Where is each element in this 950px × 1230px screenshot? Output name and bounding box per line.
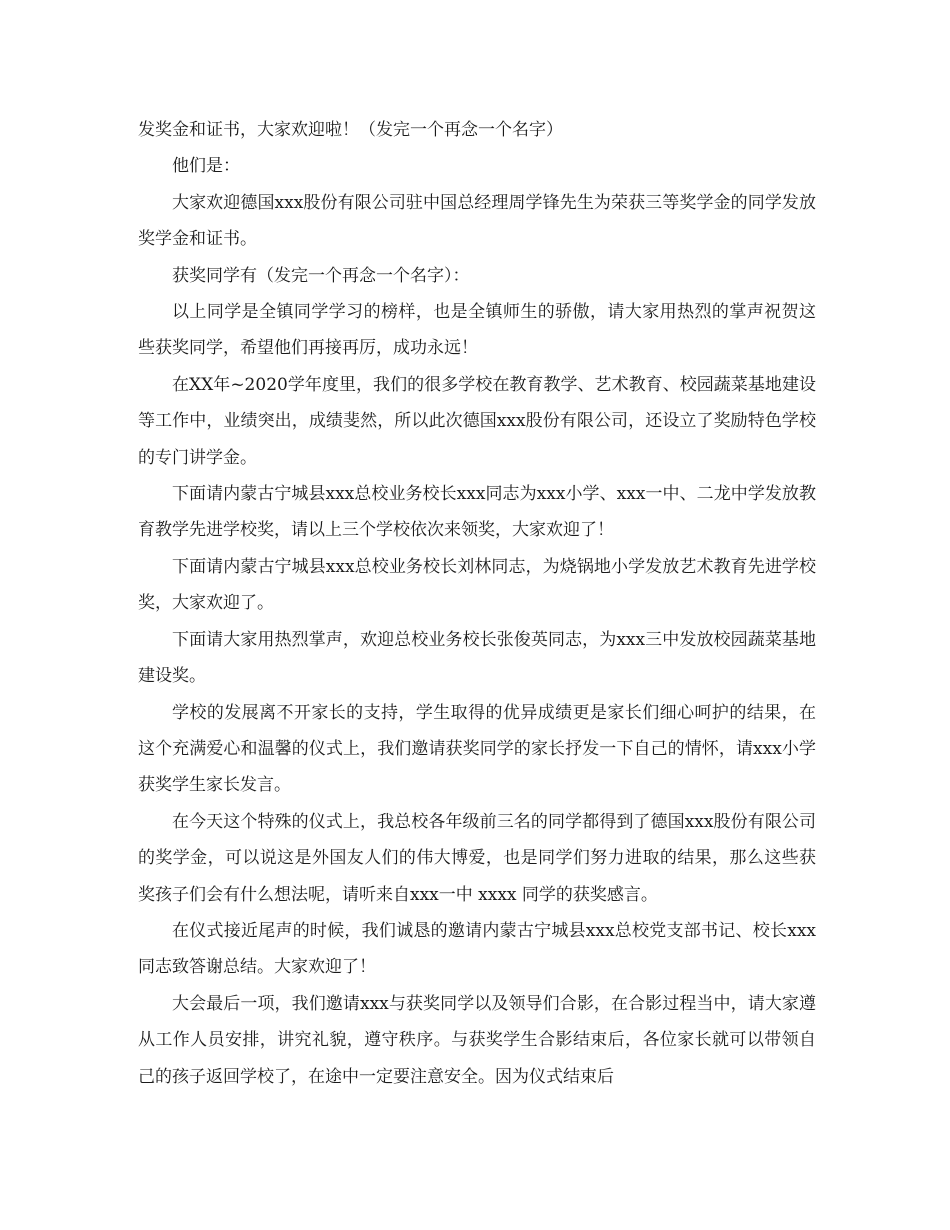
- paragraph: 下面请大家用热烈掌声，欢迎总校业务校长张俊英同志，为xxx三中发放校园蔬菜基地建设奖。: [138, 629, 816, 687]
- paragraph: 在今天这个特殊的仪式上，我总校各年级前三名的同学都得到了德国xxx股份有限公司的奖学金，可以说这是外国友人们的伟大博爱，也是同学们努力进取的结果，那么这些获奖孩子们会有什么想法呢，请听来自xxx一中 xxxx 同学的获奖感言。: [138, 811, 816, 905]
- paragraph: 获奖同学有（发完一个再念一个名字）：: [172, 265, 470, 286]
- paragraph: 以上同学是全镇同学学习的榜样，也是全镇师生的骄傲，请大家用热烈的掌声祝贺这些获奖同学，希望他们再接再厉，成功永远！: [138, 302, 816, 359]
- paragraph: 他们是：: [172, 156, 240, 177]
- paragraph: 下面请内蒙古宁城县xxx总校业务校长刘林同志，为烧锅地小学发放艺术教育先进学校奖，大家欢迎了。: [138, 556, 816, 614]
- paragraph: 在XX年~2020学年度里，我们的很多学校在教育教学、艺术教育、校园蔬菜基地建设等工作中，业绩突出，成绩斐然，所以此次德国xxx股份有限公司，还设立了奖励特色学校的专门讲学金。: [138, 374, 816, 468]
- document-body: [138, 112, 816, 1095]
- paragraph: 学校的发展离不开家长的支持，学生取得的优异成绩更是家长们细心呵护的结果，在这个充满爱心和温馨的仪式上，我们邀请获奖同学的家长抒发一下自己的情怀，请xxx小学获奖学生家长发言。: [138, 702, 816, 796]
- paragraph: 下面请内蒙古宁城县xxx总校业务校长xxx同志为xxx小学、xxx一中、二龙中学发放教育教学先进学校奖，请以上三个学校依次来领奖，大家欢迎了！: [138, 484, 816, 541]
- paragraph: 大家欢迎德国xxx股份有限公司驻中国总经理周学锋先生为荣获三等奖学金的同学发放奖学金和证书。: [138, 192, 816, 250]
- paragraph-continued: 发奖金和证书，大家欢迎啦！（发完一个再念一个名字）: [138, 120, 563, 140]
- paragraph: 大会最后一项，我们邀请xxx与获奖同学以及领导们合影，在合影过程当中，请大家遵从工作人员安排，讲究礼貌，遵守秩序。与获奖学生合影结束后，各位家长就可以带领自己的孩子返回学校了，在途中一定要注意安全。因为仪式结束后: [138, 993, 816, 1087]
- paragraph: 在仪式接近尾声的时候，我们诚恳的邀请内蒙古宁城县xxx总校党支部书记、校长xxx同志致答谢总结。大家欢迎了！: [138, 920, 816, 978]
